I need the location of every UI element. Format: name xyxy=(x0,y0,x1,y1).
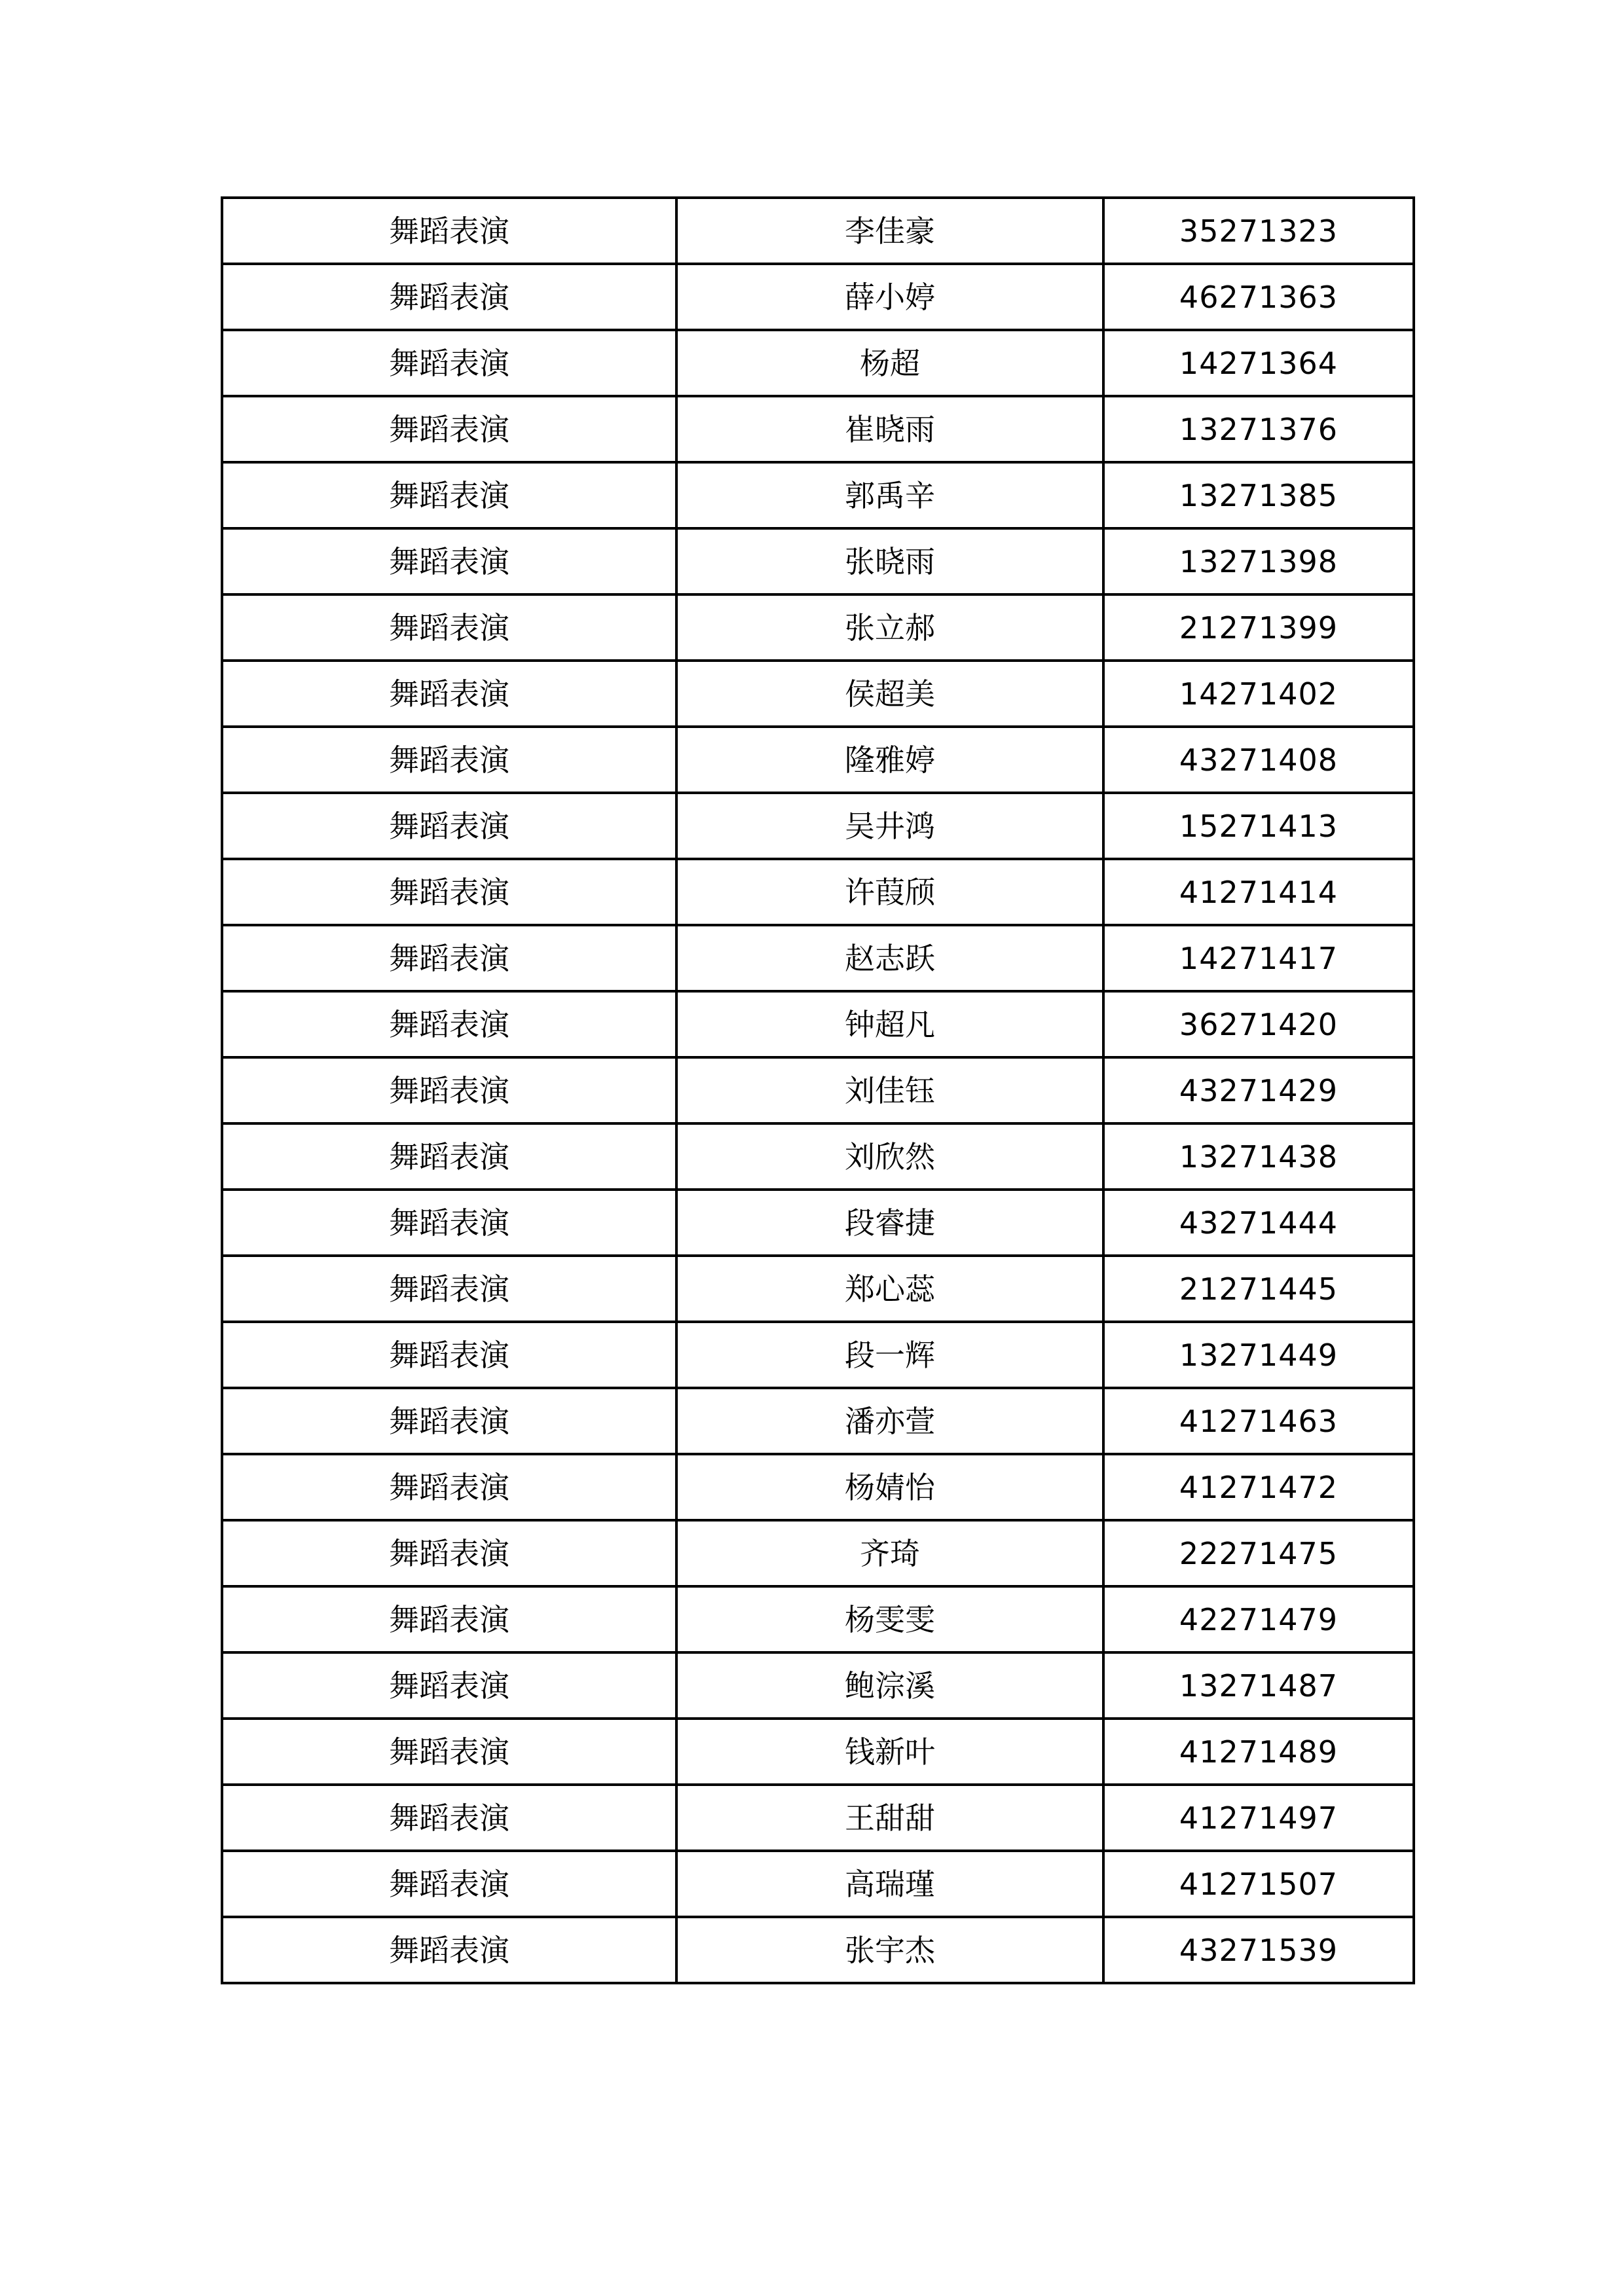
table-row xyxy=(222,1123,1414,1190)
name-cell: 吴井鸿 xyxy=(676,793,1103,859)
name-cell: 王甜甜 xyxy=(676,1785,1103,1851)
id-cell: 41271472 xyxy=(1103,1454,1414,1520)
table-row xyxy=(222,1719,1414,1785)
table-row xyxy=(222,925,1414,991)
name-cell: 隆雅婷 xyxy=(676,727,1103,793)
id-cell: 41271507 xyxy=(1103,1851,1414,1917)
table-row xyxy=(222,727,1414,793)
id-cell: 13271398 xyxy=(1103,528,1414,594)
table-row xyxy=(222,1520,1414,1586)
major-cell: 舞蹈表演 xyxy=(222,661,676,727)
name-cell: 崔晓雨 xyxy=(676,396,1103,462)
roster-table-body xyxy=(222,198,1414,1983)
name-cell: 钱新叶 xyxy=(676,1719,1103,1785)
id-cell: 43271444 xyxy=(1103,1190,1414,1256)
major-cell: 舞蹈表演 xyxy=(222,1785,676,1851)
major-cell: 舞蹈表演 xyxy=(222,1917,676,1983)
table-row xyxy=(222,264,1414,330)
major-cell: 舞蹈表演 xyxy=(222,1719,676,1785)
name-cell: 高瑞瑾 xyxy=(676,1851,1103,1917)
table-row xyxy=(222,1785,1414,1851)
table-row xyxy=(222,1917,1414,1983)
name-cell: 鲍淙溪 xyxy=(676,1652,1103,1719)
major-cell: 舞蹈表演 xyxy=(222,1586,676,1652)
name-cell: 许葭颀 xyxy=(676,859,1103,925)
name-cell: 杨雯雯 xyxy=(676,1586,1103,1652)
name-cell: 郭禹辛 xyxy=(676,462,1103,528)
id-cell: 46271363 xyxy=(1103,264,1414,330)
name-cell: 潘亦萱 xyxy=(676,1388,1103,1454)
name-cell: 齐琦 xyxy=(676,1520,1103,1586)
major-cell: 舞蹈表演 xyxy=(222,793,676,859)
name-cell: 张晓雨 xyxy=(676,528,1103,594)
major-cell: 舞蹈表演 xyxy=(222,1256,676,1322)
id-cell: 13271376 xyxy=(1103,396,1414,462)
table-row xyxy=(222,1454,1414,1520)
table-row xyxy=(222,1652,1414,1719)
id-cell: 21271399 xyxy=(1103,594,1414,661)
table-row xyxy=(222,528,1414,594)
id-cell: 13271487 xyxy=(1103,1652,1414,1719)
roster-table xyxy=(221,196,1415,1984)
table-row xyxy=(222,462,1414,528)
table-row xyxy=(222,1190,1414,1256)
major-cell: 舞蹈表演 xyxy=(222,1057,676,1123)
major-cell: 舞蹈表演 xyxy=(222,1652,676,1719)
major-cell: 舞蹈表演 xyxy=(222,1322,676,1388)
id-cell: 22271475 xyxy=(1103,1520,1414,1586)
name-cell: 段一辉 xyxy=(676,1322,1103,1388)
major-cell: 舞蹈表演 xyxy=(222,925,676,991)
name-cell: 张宇杰 xyxy=(676,1917,1103,1983)
table-row xyxy=(222,1256,1414,1322)
id-cell: 13271449 xyxy=(1103,1322,1414,1388)
id-cell: 43271539 xyxy=(1103,1917,1414,1983)
id-cell: 41271463 xyxy=(1103,1388,1414,1454)
id-cell: 14271417 xyxy=(1103,925,1414,991)
table-row xyxy=(222,330,1414,396)
major-cell: 舞蹈表演 xyxy=(222,396,676,462)
major-cell: 舞蹈表演 xyxy=(222,1388,676,1454)
table-row xyxy=(222,1322,1414,1388)
major-cell: 舞蹈表演 xyxy=(222,1454,676,1520)
major-cell: 舞蹈表演 xyxy=(222,1851,676,1917)
name-cell: 刘欣然 xyxy=(676,1123,1103,1190)
major-cell: 舞蹈表演 xyxy=(222,594,676,661)
table-row xyxy=(222,1851,1414,1917)
table-row xyxy=(222,198,1414,264)
name-cell: 郑心蕊 xyxy=(676,1256,1103,1322)
major-cell: 舞蹈表演 xyxy=(222,264,676,330)
name-cell: 侯超美 xyxy=(676,661,1103,727)
major-cell: 舞蹈表演 xyxy=(222,991,676,1057)
major-cell: 舞蹈表演 xyxy=(222,528,676,594)
name-cell: 杨超 xyxy=(676,330,1103,396)
name-cell: 段睿捷 xyxy=(676,1190,1103,1256)
name-cell: 张立郝 xyxy=(676,594,1103,661)
id-cell: 43271408 xyxy=(1103,727,1414,793)
name-cell: 钟超凡 xyxy=(676,991,1103,1057)
table-row xyxy=(222,594,1414,661)
table-row xyxy=(222,859,1414,925)
major-cell: 舞蹈表演 xyxy=(222,462,676,528)
id-cell: 14271364 xyxy=(1103,330,1414,396)
table-row xyxy=(222,793,1414,859)
id-cell: 13271438 xyxy=(1103,1123,1414,1190)
id-cell: 41271489 xyxy=(1103,1719,1414,1785)
name-cell: 刘佳钰 xyxy=(676,1057,1103,1123)
table-row xyxy=(222,661,1414,727)
table-row xyxy=(222,1057,1414,1123)
id-cell: 42271479 xyxy=(1103,1586,1414,1652)
major-cell: 舞蹈表演 xyxy=(222,859,676,925)
id-cell: 13271385 xyxy=(1103,462,1414,528)
id-cell: 35271323 xyxy=(1103,198,1414,264)
id-cell: 41271414 xyxy=(1103,859,1414,925)
name-cell: 李佳豪 xyxy=(676,198,1103,264)
major-cell: 舞蹈表演 xyxy=(222,198,676,264)
major-cell: 舞蹈表演 xyxy=(222,1123,676,1190)
major-cell: 舞蹈表演 xyxy=(222,727,676,793)
table-row xyxy=(222,1388,1414,1454)
major-cell: 舞蹈表演 xyxy=(222,1190,676,1256)
id-cell: 15271413 xyxy=(1103,793,1414,859)
name-cell: 杨婧怡 xyxy=(676,1454,1103,1520)
id-cell: 43271429 xyxy=(1103,1057,1414,1123)
id-cell: 14271402 xyxy=(1103,661,1414,727)
name-cell: 赵志跃 xyxy=(676,925,1103,991)
major-cell: 舞蹈表演 xyxy=(222,1520,676,1586)
id-cell: 21271445 xyxy=(1103,1256,1414,1322)
table-row xyxy=(222,1586,1414,1652)
major-cell: 舞蹈表演 xyxy=(222,330,676,396)
id-cell: 41271497 xyxy=(1103,1785,1414,1851)
id-cell: 36271420 xyxy=(1103,991,1414,1057)
table-row xyxy=(222,991,1414,1057)
table-row xyxy=(222,396,1414,462)
name-cell: 薛小婷 xyxy=(676,264,1103,330)
